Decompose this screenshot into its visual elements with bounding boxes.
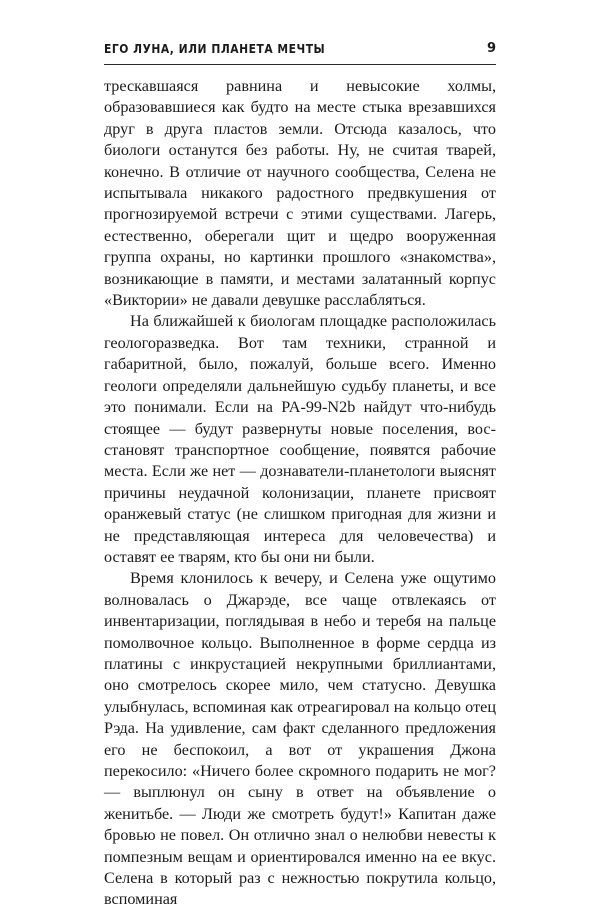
paragraph-geology: На ближайшей к биологам площадке расположилась геологоразведка. Вот там техники, странной и габаритной, было, пожалуй, больше всего. Именно геологи определяли дальнейшую судьбу планеты, и все это понимали. Если на PA-99-N2b найдут что-нибудь стоящее — будут развернуты новые поселения, восстановят транспортное сообщение, появятся рабочие места. Если же нет — дознаватели-планетологи выяснят причины неудачной колонизации, планете присвоят оранжевый статус (не слишком пригодная для жизни и не представляющая интереса для человечества) и оставят ее тварям, кто бы они ни были. bbox=[104, 312, 496, 566]
running-title: ЕГО ЛУНА, ИЛИ ПЛАНЕТА МЕЧТЫ bbox=[104, 41, 326, 56]
page-number: 9 bbox=[486, 41, 496, 56]
body-text bbox=[104, 76, 496, 911]
paragraph-evening: Время клонилось к вечеру, и Селена уже ощутимо волновалась о Джарэде, все чаще отвлекаясь от инвентаризации, поглядывая в небо и теребя на пальце помолвочное кольцо. Выполненное в форме сердца из платины с инкрустацией некрупными бриллиантами, оно смотрелось скорее мило, чем статусно. Девушка улыбнулась, вспоминая как отреагировал на кольцо отец Рэда. На удивление, сам факт сделанного предложения его не беспокоил, а вот от украшения Джона перекосило: «Ничего более скромного подарить не мог? — выплюнул он сыну в ответ на объявление о женитьбе. — Люди же смотреть будут!» Капитан даже бровью не повел. Он отлично знал о нелюбви невесты к помпезным вещам и ориентировался именно на ее вкус. Селена в который раз с нежностью покрутила кольцо, вспоминая bbox=[104, 569, 496, 909]
paragraph-continuation: трескавшаяся равнина и невысокие холмы, образовавшиеся как будто на месте стыка врезавшихся друг в друга пластов земли. Отсюда казалось, что биологи останутся без работы. Ну, не считая тварей, конечно. В отличие от научного сообщества, Селена не испытывала никакого радостного предвкушения от прогнозируемой встречи с этими существами. Лагерь, естественно, оберегали щит и щедро вооруженная группа охраны, но картинки прошлого «знакомства», возникающие в памяти, и местами залатанный корпус «Виктории» не давали девушке расслабляться. bbox=[104, 77, 496, 310]
running-head bbox=[104, 40, 496, 65]
